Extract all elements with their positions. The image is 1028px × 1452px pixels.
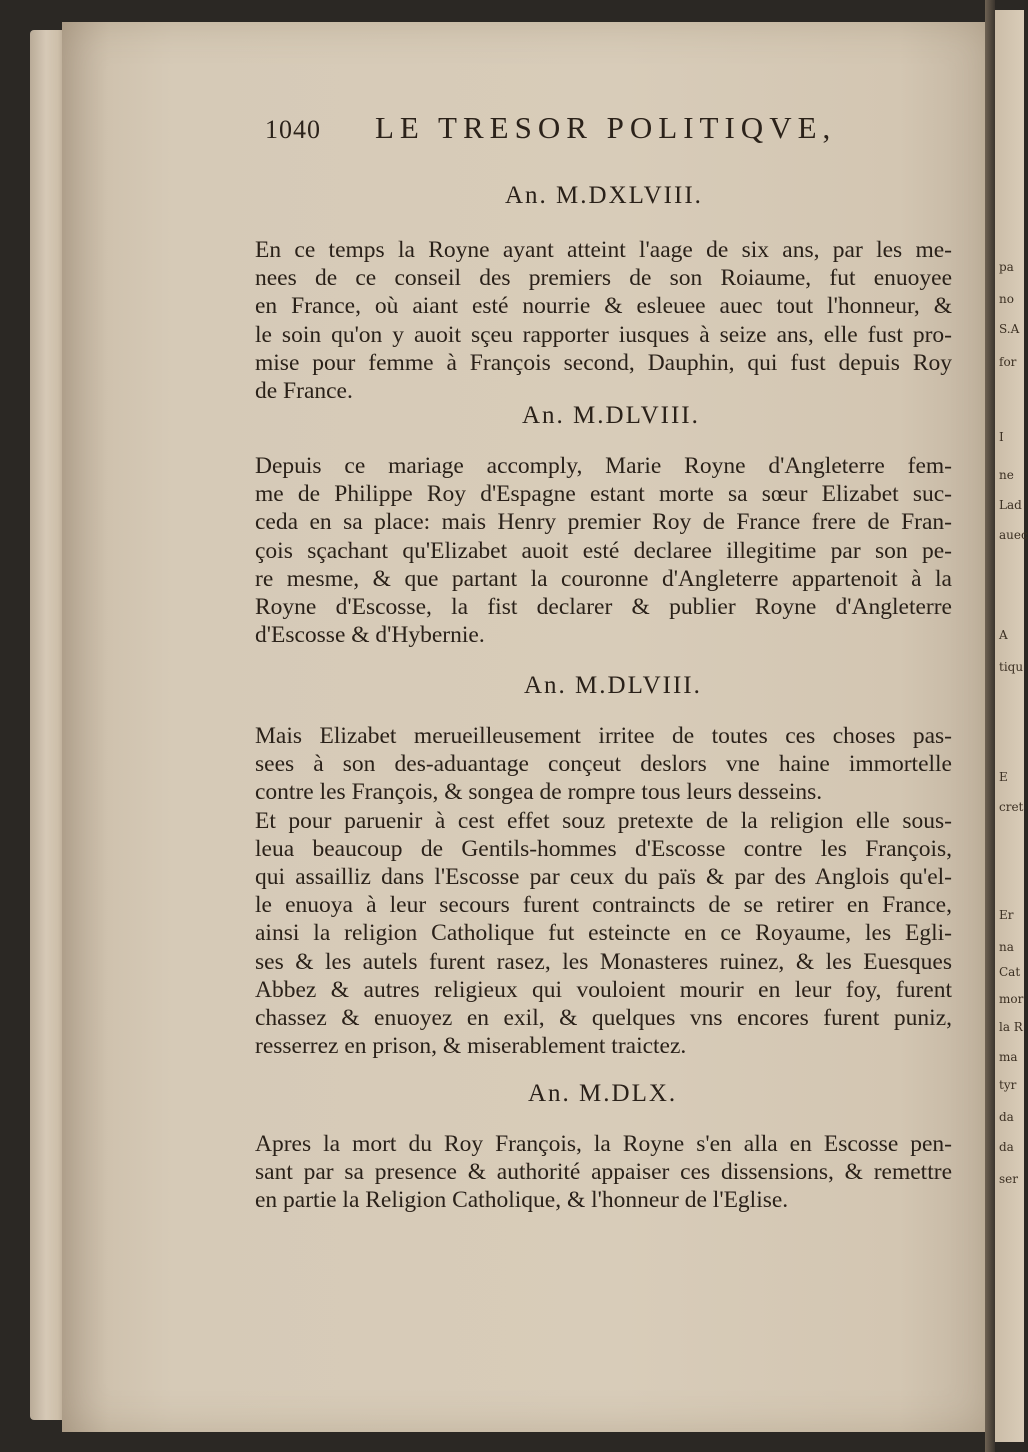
section-text <box>255 1130 952 1215</box>
text-line: resserrez en prison, & miserablement traictez. <box>255 1033 687 1060</box>
text-line: ses & les autels furent rasez, les Monasteres ruinez, & les Euesques <box>255 948 952 975</box>
text-line: contre les François, & songea de rompre tous leurs desseins. <box>255 779 823 806</box>
section-text <box>255 452 952 649</box>
section-text <box>255 236 952 405</box>
margin-fragment: S.A <box>999 322 1020 336</box>
text-line: me de Philippe Roy d'Espagne estant morte sa sœur Elizabet suc- <box>255 481 952 508</box>
text-line: d'Escosse & d'Hybernie. <box>255 622 485 649</box>
text-line: mise pour femme à François second, Dauphin, qui fust depuis Roy <box>255 349 952 376</box>
margin-fragment: na <box>999 940 1014 954</box>
text-line: le enuoya à leur secours furent contraincts de se retirer en France, <box>255 892 952 919</box>
margin-fragment: I <box>999 430 1004 444</box>
margin-fragment: ne <box>999 468 1014 482</box>
text-line: Apres la mort du Roy François, la Royne s'en alla en Escosse pen- <box>255 1131 952 1157</box>
text-line: en France, où aiant esté nourrie & esleuee auec tout l'honneur, & <box>255 293 952 320</box>
text-line: re mesme, & que partant la couronne d'Angleterre appartenoit à la <box>255 565 952 592</box>
margin-fragment: for <box>999 355 1017 369</box>
text-line: Abbez & autres religieux qui vouloient mourir en leur foy, furent <box>255 976 952 1003</box>
margin-fragment: da <box>999 1140 1014 1154</box>
margin-fragment: mor <box>999 992 1024 1006</box>
text-line: Mais Elizabet merueilleusement irritee de toutes ces choses pas- <box>255 723 952 749</box>
facing-page-edge <box>995 10 1028 1442</box>
text-line: qui assailliz dans l'Escosse par ceux du païs & par des Anglois qu'el- <box>255 864 952 891</box>
margin-fragment: la R <box>999 1020 1023 1034</box>
section-heading: An. M.DLVIII. <box>522 402 700 429</box>
margin-fragment: Er <box>999 908 1014 922</box>
text-line: En ce temps la Royne ayant atteint l'aage de six ans, par les me- <box>255 237 952 263</box>
section-heading: An. M.DXLVIII. <box>505 182 703 209</box>
margin-fragment: cret <box>999 800 1024 814</box>
margin-fragment: pa <box>999 260 1014 274</box>
text-line: çois sçachant qu'Elizabet auoit esté declaree illegitime par son pe- <box>255 537 952 564</box>
text-line: ceda en sa place: mais Henry premier Roy de France frere de Fran- <box>255 509 952 536</box>
text-line: de France. <box>255 378 353 405</box>
text-line: en partie la Religion Catholique, & l'honneur de l'Eglise. <box>255 1187 789 1214</box>
section-heading: An. M.DLX. <box>528 1080 678 1107</box>
text-line: leua beaucoup de Gentils-hommes d'Escosse contre les François, <box>255 835 952 862</box>
margin-fragment: tyr <box>999 1078 1017 1092</box>
margin-fragment: ma <box>999 1050 1018 1064</box>
text-line: Depuis ce mariage accomply, Marie Royne d'Angleterre fem- <box>255 453 952 479</box>
text-line: sees à son des-aduantage conçeut deslors vne haine immortelle <box>255 751 952 778</box>
margin-fragment: Lad <box>999 498 1022 512</box>
margin-fragment: ser <box>999 1172 1018 1186</box>
text-line: ainsi la religion Catholique fut esteincte en ce Royaume, les Egli- <box>255 920 952 947</box>
section-text <box>255 722 952 1060</box>
running-title: LE TRESOR POLITIQVE, <box>375 110 837 145</box>
margin-fragment: da <box>999 1110 1014 1124</box>
text-line: chassez & enuoyez en exil, & quelques vns encores furent puniz, <box>255 1005 952 1032</box>
running-head <box>265 110 885 146</box>
margin-fragment: Cat <box>999 965 1021 979</box>
margin-fragment: tiqu <box>999 660 1024 674</box>
margin-fragment: A <box>999 628 1008 642</box>
text-line: le soin qu'on y auoit sçeu rapporter iusques à seize ans, elle fust pro- <box>255 321 952 348</box>
text-line: nees de ce conseil des premiers de son Roiaume, fut enuoyee <box>255 265 952 292</box>
margin-fragment: E <box>999 770 1008 784</box>
margin-fragment: auec <box>999 528 1028 542</box>
margin-fragment: no <box>999 292 1014 306</box>
text-line: sant par sa presence & authorité appaiser ces dissensions, & remettre <box>255 1159 952 1186</box>
book-gutter <box>985 0 995 1452</box>
page-number: 1040 <box>265 115 321 144</box>
text-line: Royne d'Escosse, la fist declarer & publier Royne d'Angleterre <box>255 594 952 621</box>
section-heading: An. M.DLVIII. <box>524 672 702 699</box>
text-line: Et pour paruenir à cest effet souz pretexte de la religion elle sous- <box>255 807 952 834</box>
